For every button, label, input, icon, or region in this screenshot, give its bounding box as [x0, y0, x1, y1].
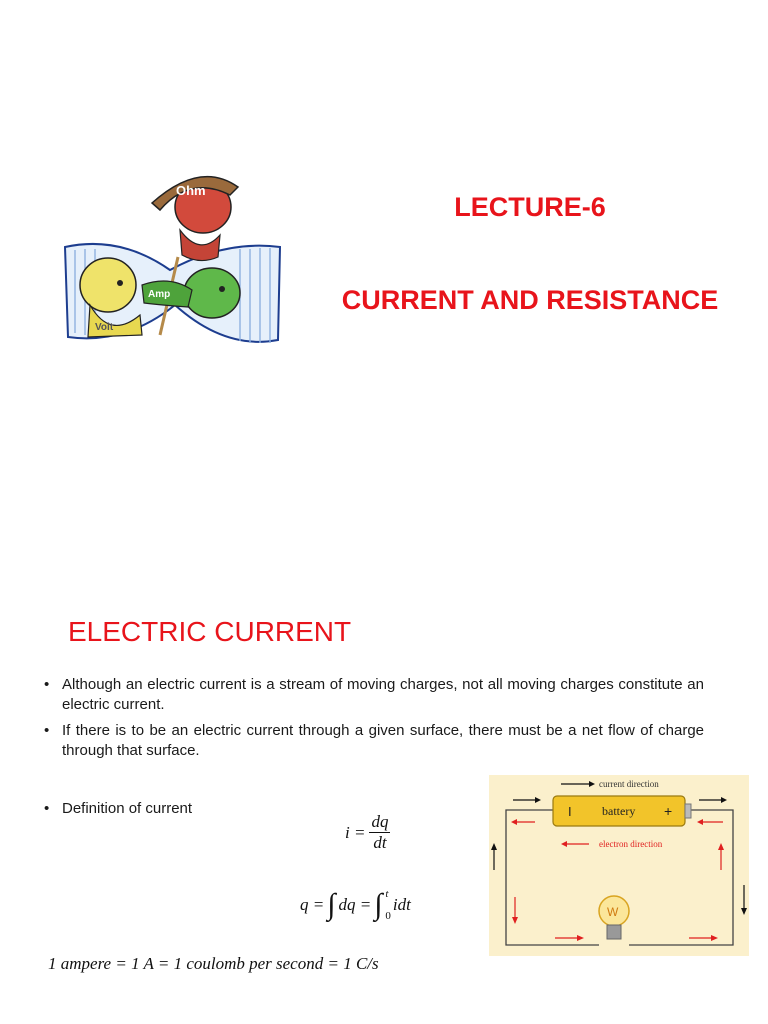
current-derivative-equation — [345, 812, 390, 853]
lower-limit: 0 — [385, 910, 391, 922]
charge-integral-equation — [300, 888, 411, 922]
topic-title: CURRENT AND RESISTANCE — [341, 285, 719, 315]
ohm-amp-volt-cartoon — [60, 165, 285, 355]
bulb-filament: W — [607, 905, 619, 919]
eq2-mid: dq = — [338, 895, 372, 914]
ohm-label: Ohm — [176, 183, 206, 198]
battery-minus: I — [568, 804, 572, 819]
eq2-rhs: idt — [392, 895, 411, 914]
eq1-denominator: dt — [373, 833, 387, 852]
bullet-marker: • — [44, 722, 50, 739]
bullet-item — [44, 675, 704, 715]
integral-sign: ∫ — [374, 888, 383, 921]
bullet-text: Although an electric current is a stream of moving charges, not all moving charges constitute an electric current. — [62, 676, 704, 713]
circuit-diagram — [489, 775, 749, 956]
section-heading: ELECTRIC CURRENT — [68, 616, 352, 647]
eq1-lhs: i = — [345, 822, 366, 842]
lecture-title: LECTURE-6 — [454, 192, 606, 222]
amp-label: Amp — [148, 289, 171, 300]
battery-label: battery — [602, 804, 636, 818]
eq1-fraction — [369, 812, 390, 853]
eq2-lhs: q = — [300, 895, 325, 914]
ampere-definition-equation: 1 ampere = 1 A = 1 coulomb per second = 1 C/s — [48, 954, 379, 973]
upper-limit: t — [385, 888, 389, 900]
current-direction-label: current direction — [599, 779, 659, 789]
integral-sign: ∫ — [327, 888, 336, 921]
integral-limits — [385, 888, 391, 922]
bullet-list — [44, 675, 704, 767]
bullet-marker: • — [44, 676, 50, 693]
electron-direction-label: electron direction — [599, 839, 663, 849]
definition-bullet — [44, 799, 192, 819]
bullet-text: If there is to be an electric current through a given surface, there must be a net flow of charge through that surface. — [62, 722, 704, 759]
volt-label: Volt — [95, 322, 114, 333]
eq1-numerator: dq — [371, 812, 389, 831]
bullet-marker: • — [44, 800, 50, 817]
battery-plus: + — [664, 803, 673, 819]
electric-current-slide — [0, 512, 768, 1024]
bullet-item — [44, 721, 704, 761]
definition-label: Definition of current — [62, 800, 193, 817]
